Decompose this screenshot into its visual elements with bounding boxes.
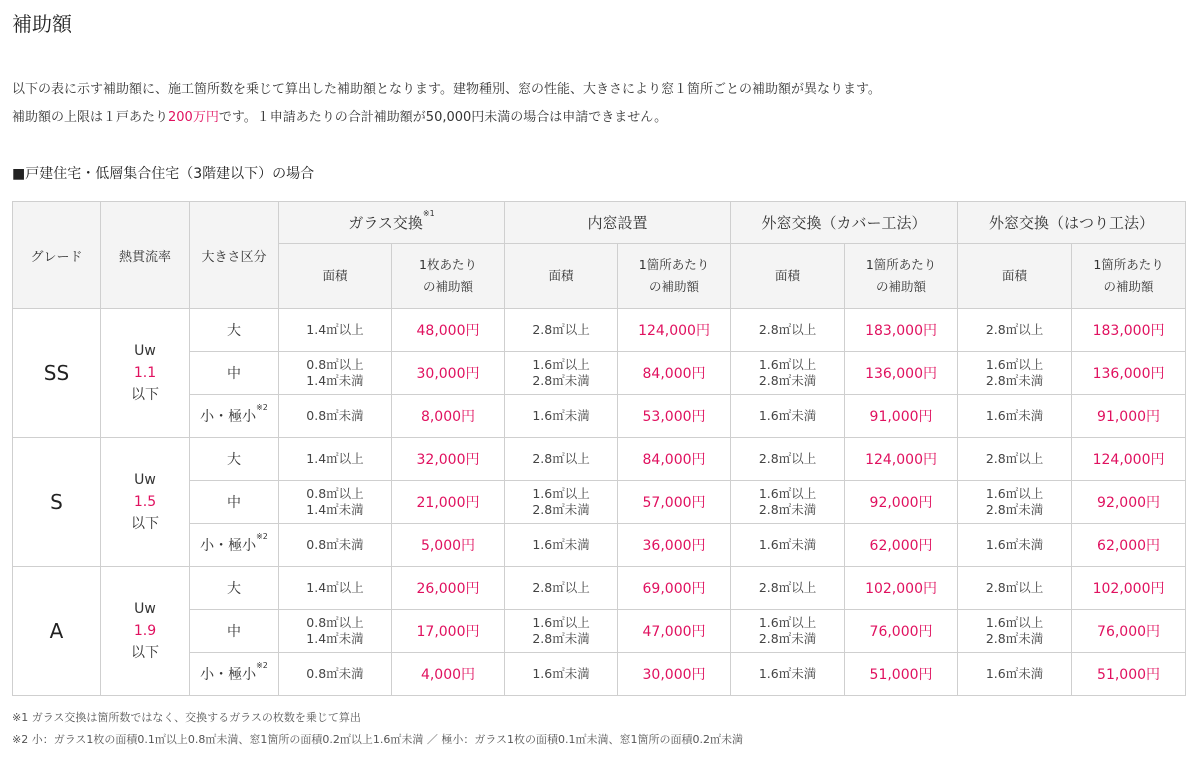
area-line: 0.8㎡未満 — [306, 537, 364, 552]
header-line: 1箇所あたり — [638, 257, 710, 272]
grade-header: グレード — [13, 202, 101, 309]
area-line: 2.8㎡以上 — [985, 451, 1044, 466]
intro-text-pre: 補助額の上限は１戸あたり — [12, 110, 169, 125]
area-line: 2.8㎡以上 — [532, 322, 590, 337]
size-label: 中 — [227, 624, 241, 640]
area-line: 2.8㎡未満 — [758, 502, 817, 517]
area-line: 1.6㎡以上 — [985, 615, 1044, 630]
amount-cell: 62,000円 — [845, 524, 958, 567]
area-cell — [731, 653, 845, 696]
header-line: 1枚あたり — [419, 257, 477, 272]
uw-cell — [101, 567, 190, 696]
amount-cell: 136,000円 — [845, 352, 958, 395]
amount-cell: 30,000円 — [392, 352, 505, 395]
amount-cell: 47,000円 — [618, 610, 731, 653]
size-cell — [190, 438, 279, 481]
area-cell — [958, 653, 1072, 696]
amount-cell: 26,000円 — [392, 567, 505, 610]
area-line: 2.8㎡以上 — [758, 451, 817, 466]
area-line: 2.8㎡以上 — [532, 451, 590, 466]
table-row — [13, 438, 1186, 481]
area-cell — [731, 395, 845, 438]
amount-cell: 48,000円 — [392, 309, 505, 352]
amount-cell: 124,000円 — [1072, 438, 1186, 481]
area-line: 1.6㎡以上 — [532, 486, 590, 501]
area-line: 1.6㎡以上 — [532, 615, 590, 630]
area-cell — [731, 567, 845, 610]
uw-suffix: 以下 — [131, 516, 159, 532]
area-cell — [505, 610, 618, 653]
uw-label: Uw — [134, 472, 156, 488]
size-label: 小・極小 — [200, 409, 257, 425]
area-cell — [279, 352, 392, 395]
area-cell — [731, 481, 845, 524]
area-line: 1.6㎡未満 — [985, 408, 1044, 423]
subsidy-limit-highlight: 200万円 — [168, 110, 219, 125]
area-cell — [958, 352, 1072, 395]
area-line: 0.8㎡以上 — [306, 486, 364, 501]
area-cell — [279, 524, 392, 567]
size-label: 小・極小 — [200, 667, 257, 683]
area-cell — [279, 438, 392, 481]
area-line: 1.4㎡未満 — [306, 373, 364, 388]
flux-header: 熱貫流率 — [101, 202, 190, 309]
amount-cell: 76,000円 — [1072, 610, 1186, 653]
area-cell — [731, 610, 845, 653]
grade-cell: A — [13, 567, 101, 696]
area-cell — [958, 610, 1072, 653]
uw-label: Uw — [134, 601, 156, 617]
amount-cell: 183,000円 — [845, 309, 958, 352]
amount-cell: 5,000円 — [392, 524, 505, 567]
area-line: 1.6㎡以上 — [532, 357, 590, 372]
table-body — [13, 309, 1186, 696]
area-line: 1.6㎡未満 — [758, 408, 817, 423]
area-line: 1.6㎡未満 — [758, 666, 817, 681]
area-cell — [279, 309, 392, 352]
area-line: 2.8㎡未満 — [532, 631, 590, 646]
amount-cell: 91,000円 — [1072, 395, 1186, 438]
size-cell — [190, 395, 279, 438]
area-line: 0.8㎡未満 — [306, 408, 364, 423]
area-line: 2.8㎡以上 — [532, 580, 590, 595]
uw-value: 1.1 — [133, 365, 157, 381]
area-cell — [958, 438, 1072, 481]
area-cell — [958, 309, 1072, 352]
area-line: 2.8㎡未満 — [758, 373, 817, 388]
area-header: 面積 — [505, 244, 618, 309]
size-cell — [190, 653, 279, 696]
area-line: 1.6㎡以上 — [758, 486, 817, 501]
area-line: 1.4㎡未満 — [306, 502, 364, 517]
amount-cell: 183,000円 — [1072, 309, 1186, 352]
footnote-mark: ※1 — [422, 209, 435, 218]
footnote-2: ※2 小：ガラス1枚の面積0.1㎡以上0.8㎡未満、窓1箇所の面積0.2㎡以上1.6㎡未満 ／ 極小：ガラス1枚の面積0.1㎡未満、窓1箇所の面積0.2㎡未満 — [12, 733, 743, 746]
size-label: 大 — [227, 452, 241, 468]
area-line: 1.6㎡未満 — [758, 537, 817, 552]
area-cell — [279, 567, 392, 610]
header-line: 1箇所あたり — [1093, 257, 1164, 272]
uw-cell — [101, 309, 190, 438]
area-cell — [505, 309, 618, 352]
per-site-header — [845, 244, 958, 309]
area-cell — [958, 395, 1072, 438]
size-cell — [190, 352, 279, 395]
section-title: ■戸建住宅・低層集合住宅（3階建以下）の場合 — [12, 166, 315, 182]
group-header-label: ガラス交換 — [348, 214, 423, 232]
per-pane-header — [392, 244, 505, 309]
size-header: 大きさ区分 — [190, 202, 279, 309]
area-line: 2.8㎡未満 — [985, 373, 1044, 388]
group-header-cover-method: 外窓交換（カバー工法） — [731, 202, 958, 244]
footnote-mark: ※2 — [256, 403, 268, 412]
area-line: 2.8㎡未満 — [758, 631, 817, 646]
group-header-inner-window: 内窓設置 — [505, 202, 731, 244]
area-cell — [279, 395, 392, 438]
amount-cell: 51,000円 — [1072, 653, 1186, 696]
area-line: 1.6㎡未満 — [532, 666, 590, 681]
area-line: 2.8㎡未満 — [985, 502, 1044, 517]
area-line: 1.6㎡以上 — [758, 357, 817, 372]
amount-cell: 62,000円 — [1072, 524, 1186, 567]
amount-cell: 124,000円 — [845, 438, 958, 481]
area-cell — [731, 438, 845, 481]
area-cell — [279, 653, 392, 696]
table-row — [13, 567, 1186, 610]
uw-label: Uw — [134, 343, 156, 359]
size-label: 大 — [227, 581, 241, 597]
size-cell — [190, 481, 279, 524]
table-row — [13, 309, 1186, 352]
uw-cell — [101, 438, 190, 567]
area-line: 2.8㎡未満 — [532, 373, 590, 388]
group-header-hatsuri-method: 外窓交換（はつり工法） — [958, 202, 1186, 244]
uw-value: 1.5 — [133, 494, 157, 510]
amount-cell: 136,000円 — [1072, 352, 1186, 395]
page-title: 補助額 — [12, 12, 72, 36]
group-header-glass — [279, 202, 505, 244]
area-cell — [505, 352, 618, 395]
size-cell — [190, 524, 279, 567]
area-line: 1.6㎡以上 — [985, 486, 1044, 501]
uw-suffix: 以下 — [131, 387, 159, 403]
intro-paragraph-1: 以下の表に示す補助額に、施工箇所数を乗じて算出した補助額となります。建物種別、窓の性能、大きさにより窓１箇所ごとの補助額が異なります。 — [12, 82, 881, 97]
area-cell — [958, 524, 1072, 567]
area-cell — [958, 567, 1072, 610]
area-cell — [731, 524, 845, 567]
area-line: 2.8㎡未満 — [532, 502, 590, 517]
area-cell — [731, 352, 845, 395]
grade-cell: S — [13, 438, 101, 567]
area-line: 0.8㎡以上 — [306, 615, 364, 630]
intro-text-post: です。１申請あたりの合計補助額が50,000円未満の場合は申請できません。 — [218, 110, 668, 125]
size-cell — [190, 610, 279, 653]
uw-suffix: 以下 — [131, 645, 159, 661]
area-line: 1.6㎡以上 — [758, 615, 817, 630]
amount-cell: 21,000円 — [392, 481, 505, 524]
header-line: の補助額 — [649, 279, 700, 294]
amount-cell: 17,000円 — [392, 610, 505, 653]
area-line: 1.4㎡以上 — [306, 451, 364, 466]
uw-value: 1.9 — [133, 623, 157, 639]
amount-cell: 102,000円 — [1072, 567, 1186, 610]
header-line: の補助額 — [876, 279, 927, 294]
grade-cell: SS — [13, 309, 101, 438]
size-label: 小・極小 — [200, 538, 257, 554]
area-line: 1.6㎡未満 — [985, 537, 1044, 552]
header-line: 1箇所あたり — [865, 257, 937, 272]
footnote-1: ※1 ガラス交換は箇所数ではなく、交換するガラスの枚数を乗じて算出 — [12, 711, 361, 724]
amount-cell: 92,000円 — [1072, 481, 1186, 524]
area-line: 1.6㎡未満 — [985, 666, 1044, 681]
area-line: 0.8㎡以上 — [306, 357, 364, 372]
area-cell — [731, 309, 845, 352]
amount-cell: 32,000円 — [392, 438, 505, 481]
size-label: 中 — [227, 495, 241, 511]
area-cell — [505, 438, 618, 481]
area-cell — [279, 610, 392, 653]
area-line: 1.4㎡以上 — [306, 322, 364, 337]
area-line: 0.8㎡未満 — [306, 666, 364, 681]
amount-cell: 69,000円 — [618, 567, 731, 610]
amount-cell: 8,000円 — [392, 395, 505, 438]
area-header: 面積 — [279, 244, 392, 309]
size-cell — [190, 567, 279, 610]
per-site-header — [618, 244, 731, 309]
area-line: 2.8㎡以上 — [758, 322, 817, 337]
area-line: 2.8㎡以上 — [985, 322, 1044, 337]
area-line: 2.8㎡以上 — [758, 580, 817, 595]
area-line: 1.4㎡以上 — [306, 580, 364, 595]
amount-cell: 84,000円 — [618, 438, 731, 481]
size-label: 中 — [227, 366, 241, 382]
area-cell — [505, 524, 618, 567]
amount-cell: 84,000円 — [618, 352, 731, 395]
area-line: 2.8㎡以上 — [985, 580, 1044, 595]
area-header: 面積 — [958, 244, 1072, 309]
amount-cell: 91,000円 — [845, 395, 958, 438]
area-cell — [279, 481, 392, 524]
intro-paragraph-2 — [12, 106, 667, 125]
area-line: 1.6㎡未満 — [532, 537, 590, 552]
per-site-header — [1072, 244, 1186, 309]
area-cell — [505, 653, 618, 696]
area-line: 2.8㎡未満 — [985, 631, 1044, 646]
area-cell — [505, 395, 618, 438]
area-line: 1.6㎡未満 — [532, 408, 590, 423]
amount-cell: 4,000円 — [392, 653, 505, 696]
amount-cell: 36,000円 — [618, 524, 731, 567]
amount-cell: 124,000円 — [618, 309, 731, 352]
footnote-mark: ※2 — [256, 532, 268, 541]
amount-cell: 30,000円 — [618, 653, 731, 696]
size-label: 大 — [227, 323, 241, 339]
amount-cell: 92,000円 — [845, 481, 958, 524]
subsidy-table — [12, 201, 1186, 696]
area-line: 1.6㎡以上 — [985, 357, 1044, 372]
area-cell — [505, 481, 618, 524]
footnote-mark: ※2 — [256, 661, 268, 670]
area-header: 面積 — [731, 244, 845, 309]
area-cell — [505, 567, 618, 610]
size-cell — [190, 309, 279, 352]
amount-cell: 51,000円 — [845, 653, 958, 696]
amount-cell: 57,000円 — [618, 481, 731, 524]
header-line: の補助額 — [423, 279, 474, 294]
amount-cell: 102,000円 — [845, 567, 958, 610]
area-cell — [958, 481, 1072, 524]
header-line: の補助額 — [1103, 279, 1154, 294]
area-line: 1.4㎡未満 — [306, 631, 364, 646]
amount-cell: 76,000円 — [845, 610, 958, 653]
amount-cell: 53,000円 — [618, 395, 731, 438]
